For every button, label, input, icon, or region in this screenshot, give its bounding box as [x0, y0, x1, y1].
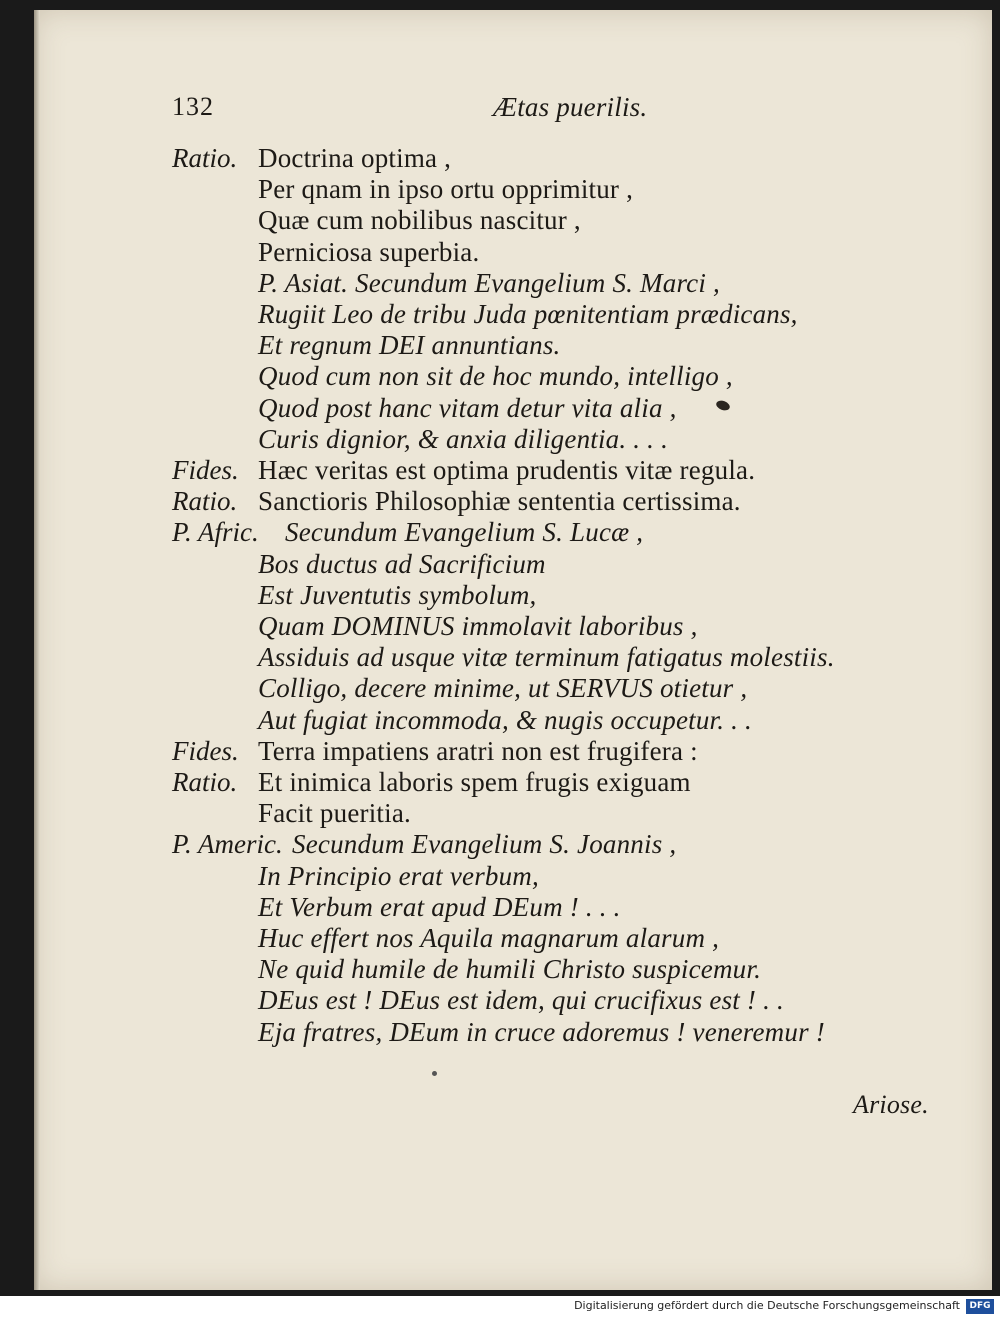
verse-line: Et regnum DEI annuntians.: [258, 330, 561, 361]
verse-line: Facit pueritia.: [258, 798, 411, 829]
verse-line: Hæc veritas est optima prudentis vitæ regula.: [258, 455, 756, 485]
speaker-label: Ratio.: [172, 767, 238, 797]
speaker-label: Fides.: [172, 455, 239, 485]
verse-line: Rugiit Leo de tribu Juda pœnitentiam prædicans,: [258, 299, 798, 329]
verse-line: Secundum Evangelium S. Lucæ ,: [285, 517, 644, 548]
speaker-label: Fides.: [172, 735, 239, 766]
verse-line: Colligo, decere minime, ut SERVUS otietur ,: [258, 673, 748, 704]
verse-line: Assiduis ad usque vitæ terminum fatigatus molestiis.: [258, 642, 835, 673]
verse-line: Per qnam in ipso ortu opprimitur ,: [258, 174, 634, 205]
verse-line: Et Verbum erat apud DEum ! . . .: [258, 891, 621, 922]
ink-dot: [432, 1071, 437, 1076]
verse-line: Quæ cum nobilibus nascitur ,: [258, 205, 581, 236]
verse-line: Doctrina optima ,: [258, 143, 452, 173]
verse-line: Bos ductus ad Sacrificium: [258, 548, 546, 579]
verse-line: Est Juventutis symbolum,: [258, 579, 537, 610]
running-head: Ætas puerilis.: [493, 92, 648, 122]
verse-line: Secundum Evangelium S. Joannis ,: [292, 829, 677, 860]
verse-line: P. Asiat. Secundum Evangelium S. Marci ,: [258, 267, 720, 298]
verse-line: DEus est ! DEus est idem, qui crucifixus est ! . .: [258, 985, 784, 1016]
dfg-logo[interactable]: DFG: [966, 1299, 994, 1314]
speaker-label: P. Americ.: [172, 829, 283, 860]
footer-bar: [0, 1296, 1000, 1319]
page-number: 132: [172, 92, 214, 121]
verse-line: Huc effert nos Aquila magnarum alarum ,: [258, 923, 720, 953]
footer-credit: Digitalisierung gefördert durch die Deutsche Forschungsgemeinschaft: [574, 1299, 960, 1312]
verse-line: Curis dignior, & anxia diligentia. . . .: [258, 423, 669, 454]
verse-line: Quam DOMINUS immolavit laboribus ,: [258, 611, 698, 641]
verse-line: Terra impatiens aratri non est frugifera :: [258, 735, 698, 766]
verse-line: Eja fratres, DEum in cruce adoremus ! veneremur !: [258, 1016, 825, 1047]
verse-line: Perniciosa superbia.: [258, 236, 480, 267]
verse-line: In Principio erat verbum,: [258, 860, 539, 891]
speaker-label: P. Afric.: [172, 517, 259, 548]
verse-line: Aut fugiat incommoda, & nugis occupetur. . .: [258, 704, 753, 735]
verse-line: Sanctioris Philosophiæ sententia certissima.: [258, 486, 741, 517]
verse-line: Quod cum non sit de hoc mundo, intelligo ,: [258, 361, 733, 392]
speaker-label: Ratio.: [172, 143, 238, 173]
closing-direction: Ariose.: [853, 1090, 929, 1119]
speaker-label: Ratio.: [172, 486, 238, 517]
verse-line: Ne quid humile de humili Christo suspicemur.: [258, 954, 762, 985]
page-edge-shadow: [34, 10, 40, 1290]
verse-line: Quod post hanc vitam detur vita alia ,: [258, 392, 677, 423]
verse-line: Et inimica laboris spem frugis exiguam: [258, 767, 691, 797]
